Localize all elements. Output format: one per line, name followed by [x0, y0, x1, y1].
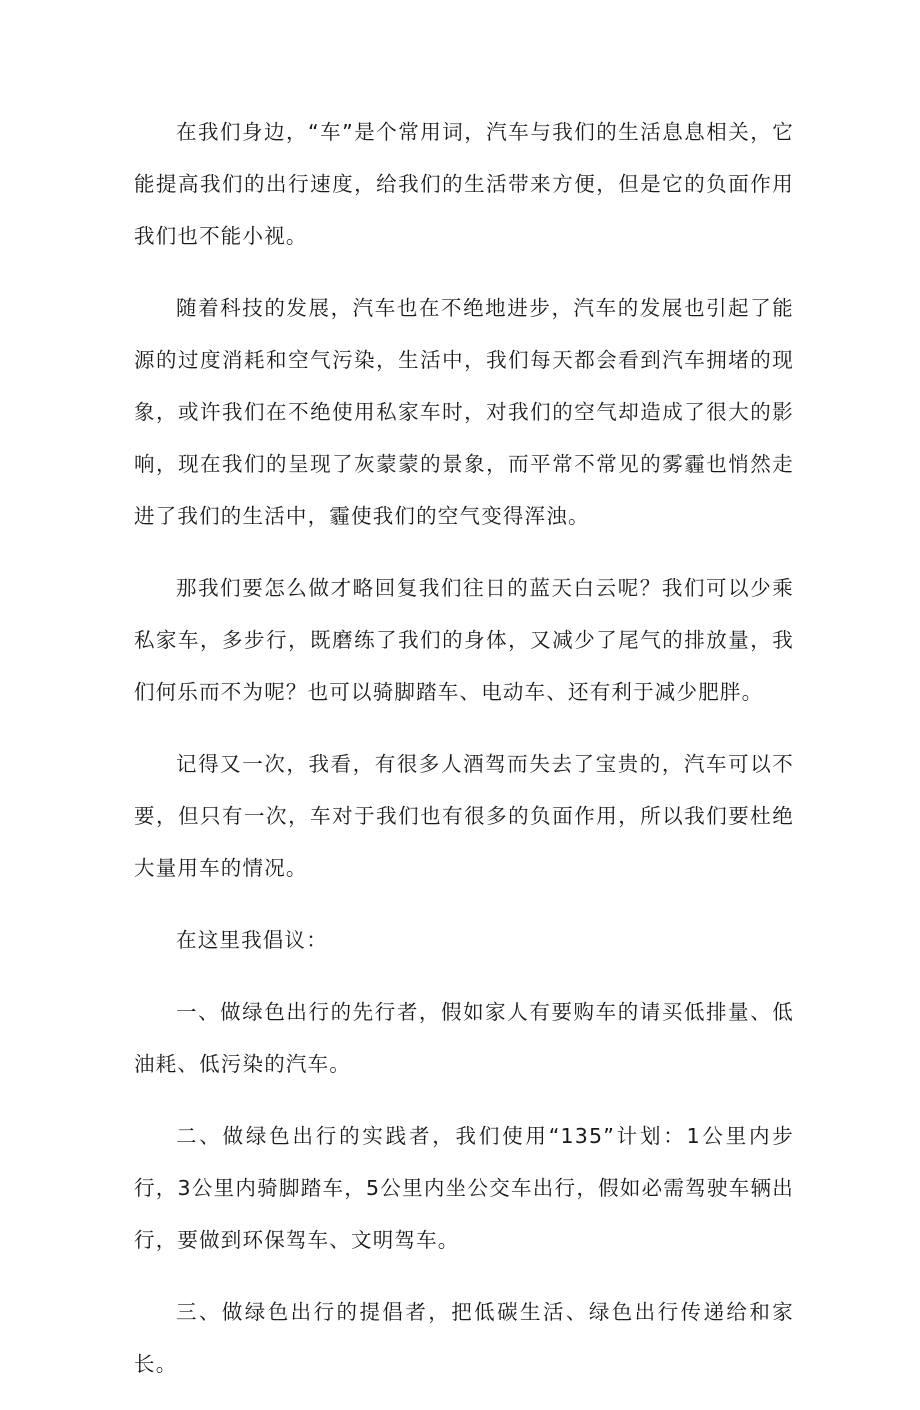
paragraph-proposal-3: 三、做绿色出行的提倡者，把低碳生活、绿色出行传递给和家长。 — [134, 1300, 794, 1376]
paragraph-proposal-1: 一、做绿色出行的先行者，假如家人有要购车的请买低排量、低油耗、低污染的汽车。 — [134, 1000, 794, 1076]
paragraph-intro: 在我们身边，“车”是个常用词，汽车与我们的生活息息相关，它能提高我们的出行速度，给我们的生活带来方便，但是它的负面作用我们也不能小视。 — [134, 120, 794, 248]
paragraph-drunk-driving: 记得又一次，我看，有很多人酒驾而失去了宝贵的，汽车可以不要，但只有一次，车对于我们也有很多的负面作用，所以我们要杜绝大量用车的情况。 — [134, 752, 794, 880]
paragraph-solution: 那我们要怎么做才略回复我们往日的蓝天白云呢？我们可以少乘私家车，多步行，既磨练了我们的身体，又减少了尾气的排放量，我们何乐而不为呢？也可以骑脚踏车、电动车、还有利于减少肥胖。 — [134, 576, 794, 704]
paragraph-proposal-2: 二、做绿色出行的实践者，我们使用“135”计划：1公里内步行，3公里内骑脚踏车，5公里内坐公交车出行，假如必需驾驶车辆出行，要做到环保驾车、文明驾车。 — [134, 1124, 794, 1252]
paragraph-pollution: 随着科技的发展，汽车也在不绝地进步，汽车的发展也引起了能源的过度消耗和空气污染，生活中，我们每天都会看到汽车拥堵的现象，或许我们在不绝使用私家车时，对我们的空气却造成了很大的影响，现在我们的呈现了灰蒙蒙的景象，而平常不常见的雾霾也悄然走进了我们的生活中，霾使我们的空气变得浑浊。 — [134, 296, 794, 528]
paragraph-proposal-heading: 在这里我倡议： — [176, 928, 328, 952]
document-body — [134, 106, 794, 1410]
